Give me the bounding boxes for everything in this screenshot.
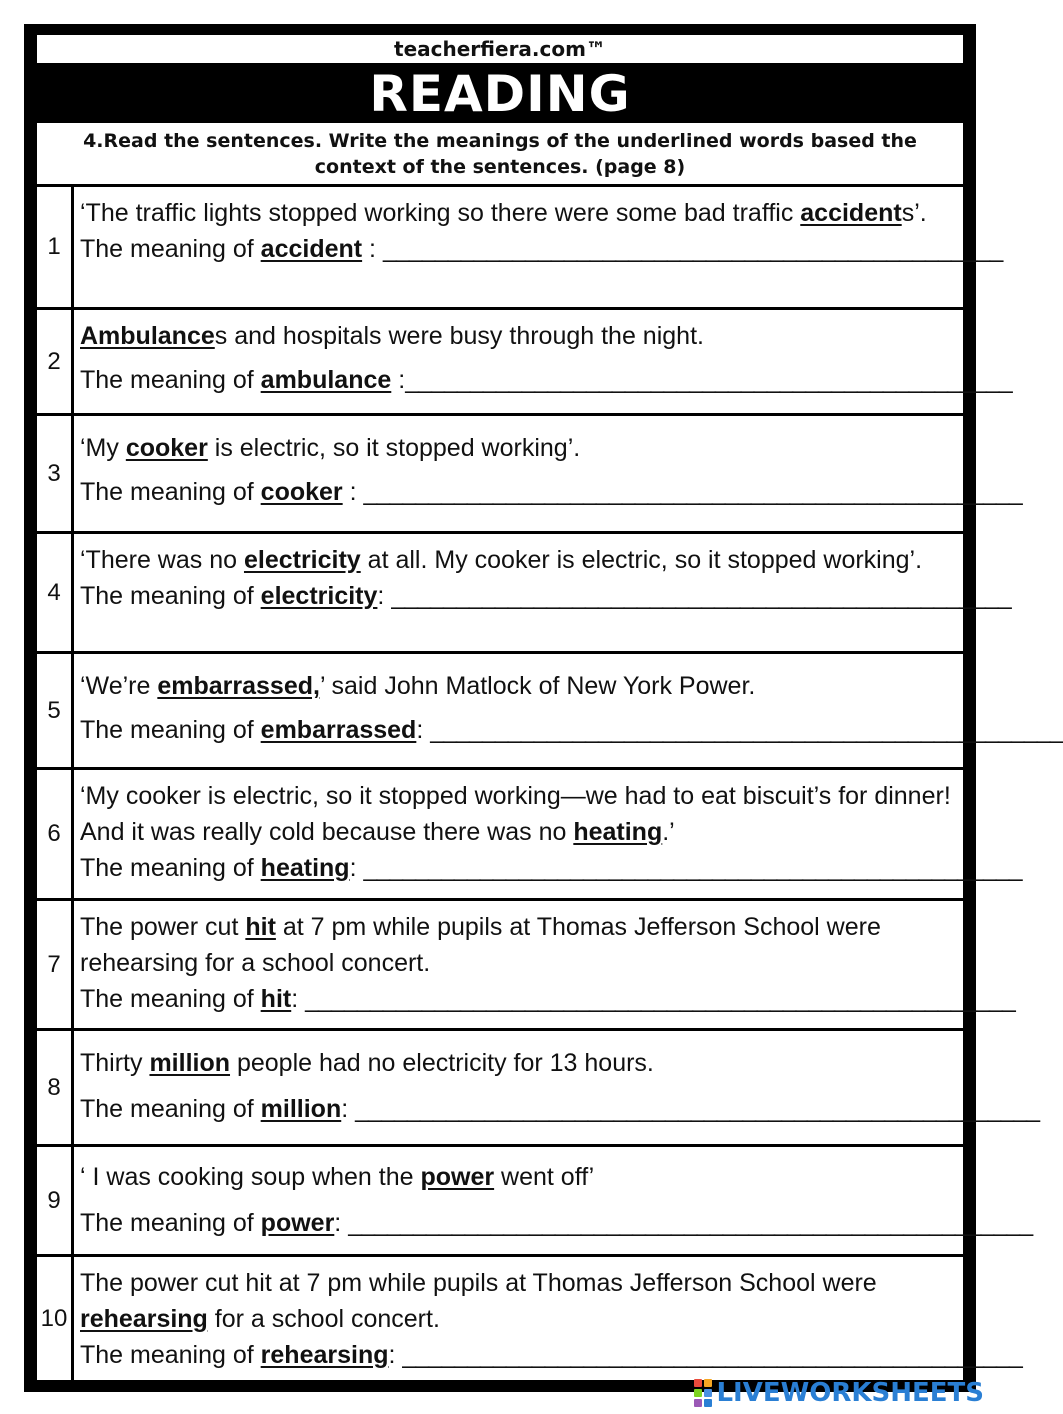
keyword: million [149, 1049, 231, 1077]
question-row [37, 1031, 1040, 1144]
question-number: 10 [37, 1257, 71, 1380]
sentence-text-after: went off’ [494, 1163, 595, 1191]
sentence-text-after: for a school concert. [207, 1305, 440, 1333]
meaning-label: The meaning of [80, 985, 261, 1013]
question-row [37, 1257, 1022, 1380]
question-content [74, 1147, 1033, 1254]
meaning-label: The meaning of [80, 582, 261, 610]
sentence-text-before: Thirty [80, 1049, 150, 1077]
meaning-line [80, 850, 1022, 886]
page-title: READING [369, 65, 631, 123]
question-content [74, 770, 1022, 898]
answer-blank[interactable]: ________________________________________________ [402, 1341, 1022, 1369]
brand-name: teacherfiera.com™ [37, 35, 963, 63]
meaning-label: The meaning of [80, 478, 261, 506]
meaning-word: cooker [260, 478, 343, 506]
question-row [37, 416, 1022, 531]
sentence-text-after: people had no electricity for 13 hours. [230, 1049, 654, 1077]
meaning-label: The meaning of [80, 366, 261, 394]
question-sentence [80, 430, 959, 466]
meaning-label: The meaning of [80, 716, 261, 744]
meaning-word: million [260, 1095, 342, 1123]
meaning-line [80, 474, 1022, 510]
question-row [37, 187, 1003, 307]
question-row [37, 1147, 1033, 1254]
question-sentence [80, 1265, 959, 1337]
meaning-label: The meaning of [80, 1341, 261, 1369]
answer-blank[interactable]: _____________________________________________________ [355, 1095, 1040, 1123]
sentence-text-before: The power cut hit at 7 pm while pupils at Thomas Jefferson School were [80, 1269, 877, 1297]
question-content [74, 187, 1003, 307]
meaning-separator: : [391, 366, 406, 394]
answer-blank[interactable]: _______________________________________________ [405, 366, 1012, 394]
keyword: embarrassed, [157, 672, 320, 700]
answer-blank[interactable]: _____________________________________________________ [348, 1209, 1033, 1237]
sentence-text-before: ‘There was no [80, 546, 244, 574]
question-sentence [80, 542, 959, 578]
sentence-text-before: ‘We’re [80, 672, 158, 700]
question-content [74, 310, 1012, 413]
meaning-word: electricity [260, 582, 378, 610]
instruction-line-2: context of the sentences. (page 8) [314, 156, 686, 178]
question-number: 2 [37, 310, 71, 413]
answer-blank[interactable]: _________________________________________________ [430, 716, 1063, 744]
meaning-line [80, 578, 1011, 614]
meaning-word: ambulance [260, 366, 392, 394]
keyword: power [420, 1163, 495, 1191]
meaning-line [80, 1205, 1033, 1241]
sentence-text-after: s and hospitals were busy through the night. [214, 322, 704, 350]
sentence-text-before: ‘The traffic lights stopped working so there were some bad traffic [80, 199, 801, 227]
question-row [37, 770, 1022, 898]
question-content [74, 654, 1063, 767]
question-number: 1 [37, 187, 71, 307]
keyword: accident [800, 199, 902, 227]
question-row [37, 310, 1012, 413]
meaning-line [80, 1091, 1040, 1127]
sentence-text-after: s’. [901, 199, 927, 227]
question-number: 4 [37, 534, 71, 651]
keyword: Ambulance [80, 322, 215, 350]
meaning-separator: : [362, 235, 383, 263]
meaning-word: accident [260, 235, 363, 263]
keyword: heating [573, 818, 663, 846]
question-content [74, 1257, 1022, 1380]
question-sentence [80, 668, 959, 704]
question-sentence [80, 318, 959, 354]
meaning-label: The meaning of [80, 1095, 261, 1123]
question-content [74, 416, 1022, 531]
question-sentence [80, 778, 959, 850]
meaning-word: power [260, 1209, 335, 1237]
sentence-text-before: ‘My cooker is electric, so it stopped working—we had to eat biscuit’s for dinner! And it was really cold because there was no [80, 782, 951, 846]
sentence-text-before: ‘ I was cooking soup when the [80, 1163, 421, 1191]
instructions [37, 123, 963, 184]
meaning-separator: : [377, 582, 392, 610]
meaning-word: heating [260, 854, 350, 882]
question-number: 9 [37, 1147, 71, 1254]
answer-blank[interactable]: _______________________________________________________ [305, 985, 1015, 1013]
sentence-text-after: .’ [662, 818, 675, 846]
meaning-separator: : [341, 1095, 356, 1123]
question-row [37, 534, 1011, 651]
answer-blank[interactable]: ________________________________________________ [391, 582, 1011, 610]
sentence-text-after: at 7 pm while pupils at Thomas Jefferson School were rehearsing for a school concert. [80, 913, 881, 977]
sentence-text-before: ‘My [80, 434, 126, 462]
sentence-text-before: The power cut [80, 913, 246, 941]
questions-table [37, 187, 1063, 1379]
meaning-word: embarrassed [260, 716, 417, 744]
question-row [37, 901, 1015, 1028]
liveworksheets-watermark [694, 1378, 984, 1408]
meaning-label: The meaning of [80, 1209, 261, 1237]
meaning-separator: : [291, 985, 306, 1013]
question-content [74, 534, 1011, 651]
question-number: 8 [37, 1031, 71, 1144]
question-number: 3 [37, 416, 71, 531]
answer-blank[interactable]: ___________________________________________________ [363, 854, 1022, 882]
meaning-separator: : [349, 854, 364, 882]
meaning-word: hit [260, 985, 292, 1013]
meaning-word: rehearsing [260, 1341, 389, 1369]
answer-blank[interactable]: ___________________________________________________ [363, 478, 1022, 506]
meaning-line [80, 362, 1012, 398]
meaning-separator: : [342, 478, 364, 506]
question-sentence [80, 909, 959, 981]
watermark-text: LIVEWORKSHEETS [716, 1378, 984, 1408]
keyword: rehearsing [80, 1305, 208, 1333]
question-number: 6 [37, 770, 71, 898]
question-number: 5 [37, 654, 71, 767]
sentence-text-after: ’ said John Matlock of New York Power. [319, 672, 756, 700]
question-content [74, 901, 1015, 1028]
liveworksheets-logo-icon [694, 1379, 712, 1407]
meaning-line [80, 231, 1003, 267]
meaning-label: The meaning of [80, 235, 261, 263]
question-row [37, 654, 1063, 767]
meaning-line [80, 1337, 1022, 1373]
keyword: hit [245, 913, 276, 941]
keyword: cooker [125, 434, 208, 462]
question-sentence [80, 195, 959, 231]
meaning-line [80, 981, 1015, 1017]
answer-blank[interactable]: ________________________________________________ [382, 235, 1003, 263]
meaning-label: The meaning of [80, 854, 261, 882]
meaning-separator: : [416, 716, 431, 744]
question-number: 7 [37, 901, 71, 1028]
meaning-separator: : [334, 1209, 349, 1237]
meaning-separator: : [388, 1341, 403, 1369]
question-sentence [80, 1159, 959, 1195]
sentence-text-after: is electric, so it stopped working’. [207, 434, 581, 462]
sentence-text-after: at all. My cooker is electric, so it stopped working’. [360, 546, 923, 574]
keyword: electricity [243, 546, 361, 574]
meaning-line [80, 712, 1063, 748]
question-content [74, 1031, 1040, 1144]
question-sentence [80, 1045, 959, 1081]
instruction-line-1: 4.Read the sentences. Write the meanings of the underlined words based the [83, 130, 917, 152]
